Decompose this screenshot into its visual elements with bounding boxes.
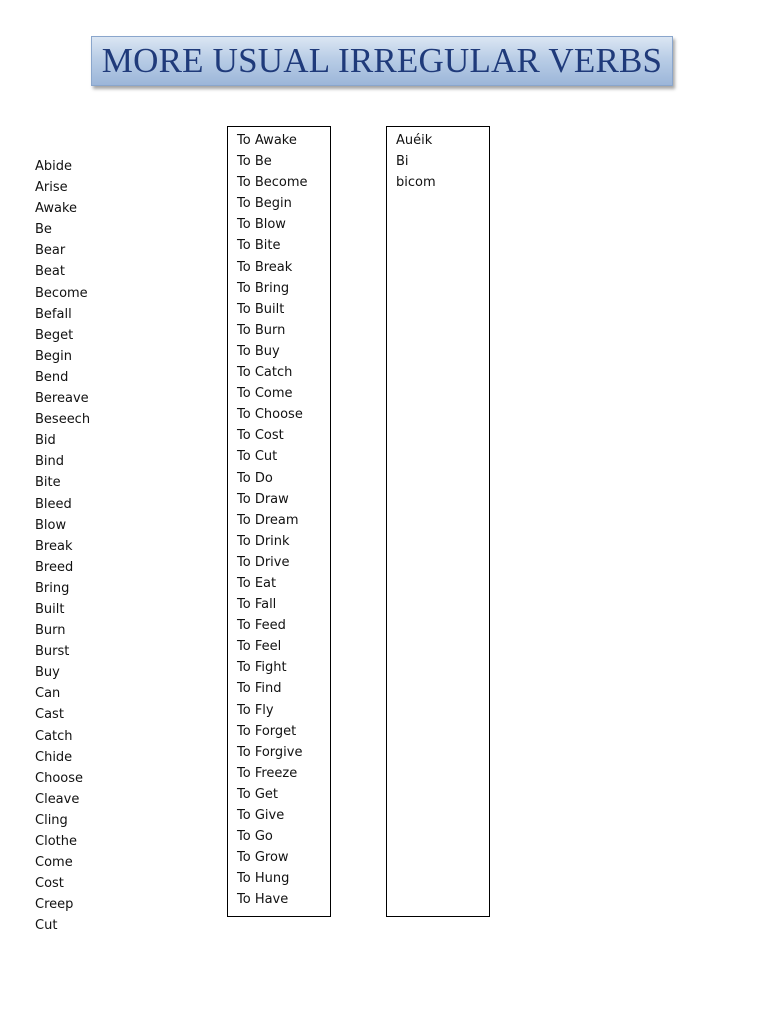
- infinitive-verb: To Eat: [237, 575, 277, 591]
- infinitive-verb: To Go: [237, 829, 273, 845]
- base-verb-list: [35, 156, 90, 936]
- base-verb: Creep: [35, 897, 74, 913]
- base-verb: Bite: [35, 475, 61, 491]
- title-banner: [91, 36, 673, 86]
- pronunciation-list: [387, 127, 489, 193]
- infinitive-verb: To Buy: [237, 343, 280, 359]
- base-verb: Cleave: [35, 791, 80, 807]
- infinitive-verb: To Get: [237, 786, 278, 802]
- infinitive-verb: To Feel: [237, 639, 282, 655]
- base-verb: Bid: [35, 433, 56, 449]
- base-verb: Cling: [35, 812, 68, 828]
- infinitive-verb: To Awake: [237, 133, 297, 148]
- infinitive-verb: To Be: [237, 154, 272, 170]
- base-verb: Bleed: [35, 496, 72, 512]
- base-verb: Built: [35, 601, 65, 617]
- base-verb: Clothe: [35, 834, 77, 849]
- base-verb: Buy: [35, 665, 60, 681]
- base-verb: Awake: [35, 201, 78, 217]
- infinitive-verb: To Become: [237, 175, 308, 191]
- infinitive-verb: To Drink: [237, 533, 290, 549]
- infinitive-verb: To Catch: [237, 365, 293, 381]
- infinitive-verb: To Built: [237, 301, 285, 317]
- infinitive-verb: To Drive: [237, 554, 290, 570]
- base-verb: Abide: [35, 159, 73, 174]
- infinitive-verb: To Grow: [237, 850, 289, 866]
- infinitive-verb: To Draw: [237, 491, 289, 507]
- infinitive-verb: To Bring: [237, 280, 290, 296]
- infinitive-verb: To Do: [237, 470, 273, 486]
- infinitive-verb: To Blow: [237, 217, 286, 233]
- base-verb: Breed: [35, 559, 74, 575]
- infinitive-verb: To Cut: [237, 449, 278, 465]
- infinitive-verb: To Freeze: [237, 765, 298, 781]
- base-verb: Cast: [35, 707, 64, 723]
- infinitive-verb: To Fight: [237, 660, 287, 676]
- infinitive-verb: To Break: [237, 259, 293, 275]
- infinitive-verb: To Hung: [237, 871, 290, 887]
- page-title: MORE USUAL IRREGULAR VERBS: [101, 41, 663, 80]
- base-verb: Befall: [35, 306, 72, 322]
- base-verb: Blow: [35, 517, 67, 533]
- infinitive-verb: To Come: [237, 386, 293, 402]
- infinitive-verb: To Dream: [237, 512, 299, 528]
- infinitive-verb: To Fly: [237, 702, 274, 718]
- pronunciation-entry: Auéik: [396, 133, 433, 148]
- base-verb: Come: [35, 855, 73, 871]
- infinitive-verb: To Bite: [237, 238, 281, 254]
- base-verb: Beget: [35, 327, 74, 343]
- infinitive-verb: To Have: [237, 892, 289, 908]
- base-verb: Bind: [35, 454, 65, 470]
- base-verb: Bereave: [35, 391, 89, 407]
- base-verb: Begin: [35, 348, 73, 364]
- infinitive-verb: To Choose: [237, 407, 303, 423]
- base-verb: Bring: [35, 580, 70, 596]
- base-verb: Beat: [35, 264, 65, 280]
- base-verb: Bend: [35, 369, 69, 385]
- infinitive-column-box: [227, 126, 331, 917]
- infinitive-list: [228, 127, 330, 910]
- base-verb: Become: [35, 285, 88, 301]
- infinitive-verb: To Burn: [237, 322, 286, 338]
- infinitive-verb: To Find: [237, 681, 282, 697]
- pronunciation-column-box: [386, 126, 490, 917]
- base-verb: Be: [35, 222, 52, 238]
- base-verb: Can: [35, 686, 61, 702]
- infinitive-verb: To Forget: [237, 723, 297, 739]
- base-verb: Burn: [35, 623, 66, 639]
- base-verb: Bear: [35, 243, 66, 259]
- pronunciation-entry: bicom: [396, 175, 436, 191]
- pronunciation-entry: Bi: [396, 154, 409, 170]
- base-verb: Burst: [35, 644, 70, 660]
- infinitive-verb: To Forgive: [237, 744, 303, 760]
- base-verb: Choose: [35, 770, 83, 786]
- base-verb: Beseech: [35, 412, 91, 428]
- base-verb: Catch: [35, 728, 73, 744]
- base-verb: Arise: [35, 180, 68, 196]
- base-verb: Cost: [35, 876, 64, 892]
- base-verb: Break: [35, 538, 73, 554]
- infinitive-verb: To Fall: [237, 597, 277, 613]
- infinitive-verb: To Cost: [237, 428, 284, 444]
- infinitive-verb: To Give: [237, 808, 285, 823]
- infinitive-verb: To Begin: [237, 196, 292, 212]
- base-verb: Chide: [35, 749, 73, 765]
- infinitive-verb: To Feed: [237, 618, 286, 634]
- base-verb: Cut: [35, 918, 58, 934]
